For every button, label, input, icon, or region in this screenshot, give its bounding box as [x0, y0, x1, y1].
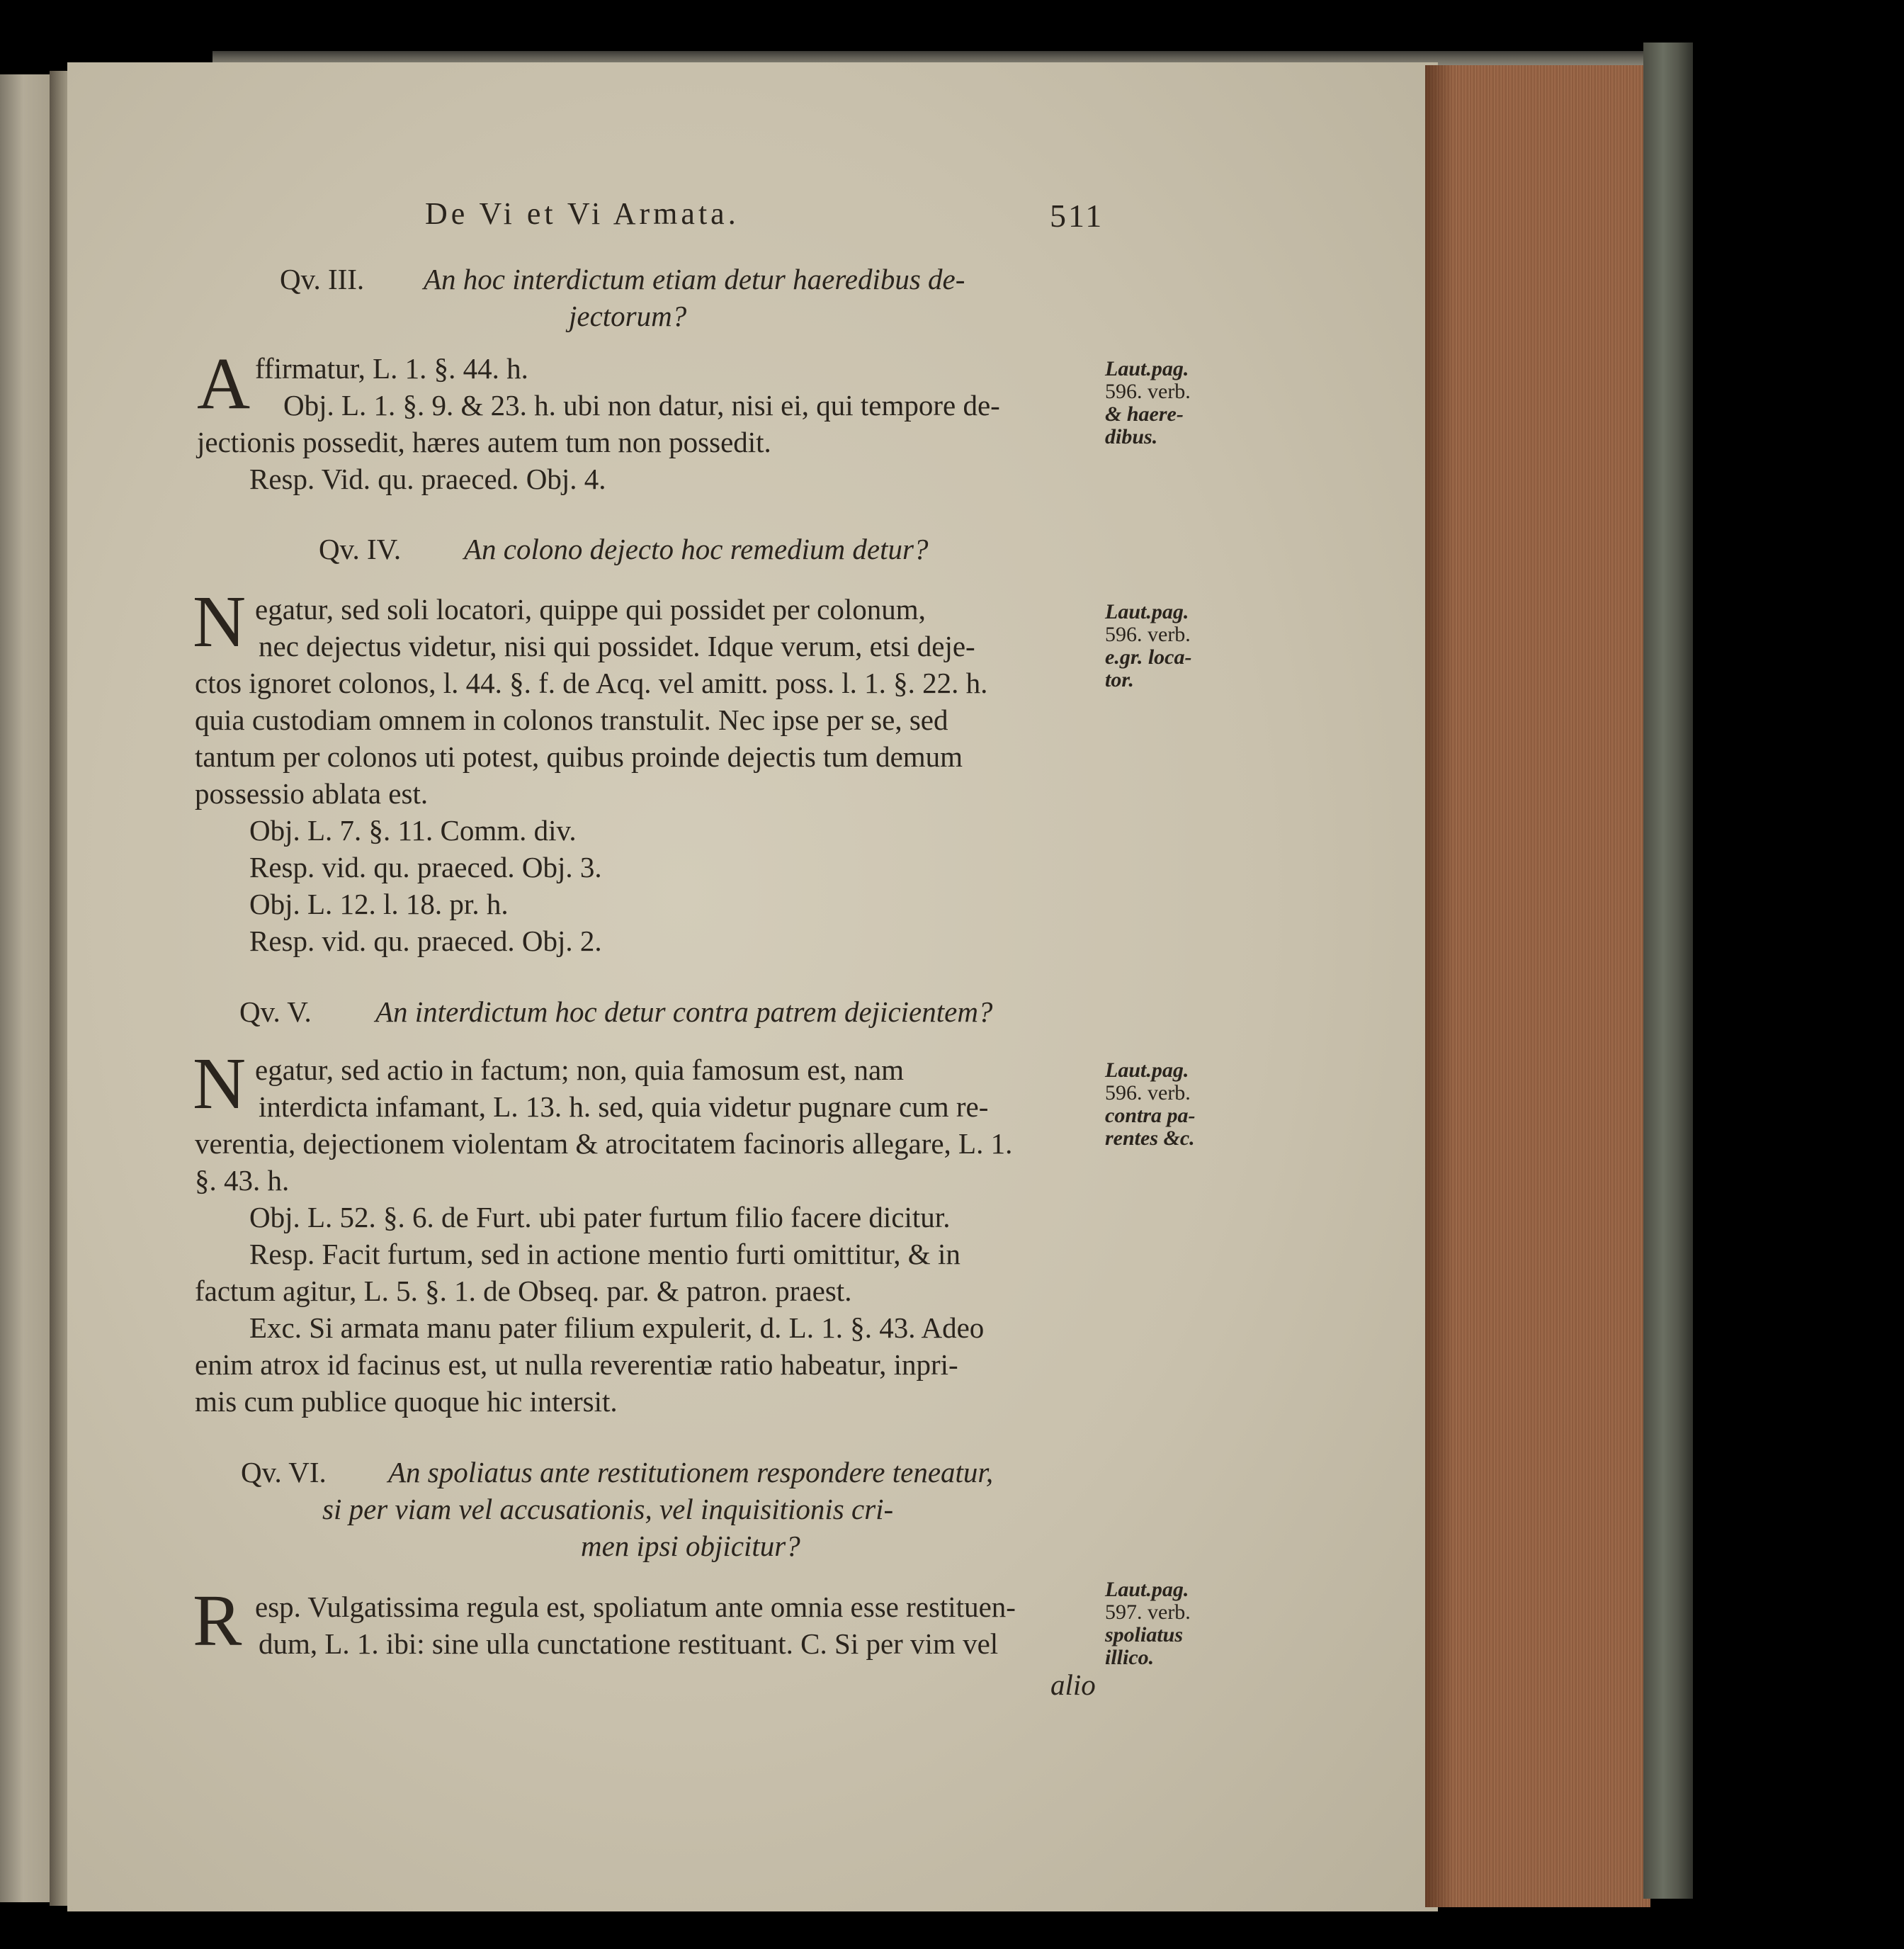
body-line: quia custodiam omnem in colonos transtulit. Nec ipse per se, sed: [195, 704, 948, 736]
catchword: alio: [1050, 1668, 1096, 1701]
question-text: An colono dejecto hoc remedium detur?: [464, 533, 929, 565]
body-line: §. 43. h.: [195, 1164, 290, 1197]
question-label: Qv. IV.: [319, 533, 402, 565]
body-line: dum, L. 1. ibi: sine ulla cunctatione restituant. C. Si per vim vel: [259, 1627, 999, 1660]
body-line: enim atrox id facinus est, ut nulla reverentiæ ratio habeatur, inpri-: [195, 1348, 958, 1381]
body-line: interdicta infamant, L. 13. h. sed, quia videtur pugnare cum re-: [259, 1090, 989, 1123]
body-line: possessio ablata est.: [195, 777, 429, 810]
exception-line: Exc. Si armata manu pater filium expulerit, d. L. 1. §. 43. Adeo: [249, 1311, 985, 1344]
page-fore-edge: [1425, 65, 1650, 1907]
body-line: tantum per colonos uti potest, quibus proinde dejectis tum demum: [195, 740, 963, 773]
drop-cap: N: [193, 1043, 246, 1124]
cover-board: [1643, 43, 1693, 1899]
response-line: Resp. Facit furtum, sed in actione mentio furti omittitur, & in: [249, 1238, 960, 1270]
question-text: An hoc interdictum etiam detur haeredibus de-: [424, 263, 965, 295]
question-text: jectorum?: [569, 300, 687, 332]
body-line: esp. Vulgatissima regula est, spoliatum ante omnia esse restituen-: [255, 1591, 1016, 1623]
body-line: factum agitur, L. 5. §. 1. de Obseq. par. & patron. praest.: [195, 1275, 852, 1307]
body-line: ffirmatur, L. 1. §. 44. h.: [255, 352, 528, 385]
question-label: Qv. VI.: [241, 1456, 327, 1488]
margin-note: Laut.pag. 596. verb. & haere- dibus.: [1105, 357, 1191, 448]
margin-note: Laut.pag. 596. verb. contra pa- rentes &c.: [1105, 1058, 1196, 1150]
question-text: An spoliatus ante restitutionem respondere teneatur,: [388, 1456, 994, 1488]
body-line: verentia, dejectionem violentam & atrocitatem facinoris allegare, L. 1.: [195, 1127, 1013, 1160]
running-header: De Vi et Vi Armata.: [425, 196, 740, 231]
page-number: 511: [1050, 198, 1104, 234]
margin-note: Laut.pag. 596. verb. e.gr. loca- tor.: [1105, 600, 1192, 691]
body-line: Obj. L. 1. §. 9. & 23. h. ubi non datur, nisi ei, qui tempore de-: [283, 389, 1000, 422]
question-text: men ipsi objicitur?: [581, 1530, 800, 1562]
drop-cap: R: [193, 1580, 242, 1661]
body-line: ctos ignoret colonos, l. 44. §. f. de Acq. vel amitt. poss. l. 1. §. 22. h.: [195, 667, 988, 699]
response-line: Resp. vid. qu. praeced. Obj. 3.: [249, 851, 602, 883]
objection-line: Obj. L. 52. §. 6. de Furt. ubi pater furtum filio facere dicitur.: [249, 1201, 951, 1233]
margin-note: Laut.pag. 597. verb. spoliatus illico.: [1105, 1578, 1191, 1669]
body-line: nec dejectus videtur, nisi qui possidet. Idque verum, etsi deje-: [259, 630, 975, 662]
body-line: egatur, sed actio in factum; non, quia famosum est, nam: [255, 1053, 905, 1086]
objection-line: Obj. L. 12. l. 18. pr. h.: [249, 888, 509, 920]
drop-cap: N: [193, 581, 246, 662]
objection-line: Obj. L. 7. §. 11. Comm. div.: [249, 814, 577, 847]
response-line: Resp. vid. qu. praeced. Obj. 2.: [249, 925, 602, 957]
question-text: si per viam vel accusationis, vel inquisitionis cri-: [322, 1493, 894, 1525]
body-line: egatur, sed soli locatori, quippe qui possidet per colonum,: [255, 593, 926, 626]
response-line: Resp. Vid. qu. praeced. Obj. 4.: [249, 463, 606, 495]
drop-cap: A: [197, 343, 251, 424]
body-line: jectionis possedit, hæres autem tum non possedit.: [197, 426, 771, 458]
question-label: Qv. V.: [239, 995, 312, 1028]
body-line: mis cum publice quoque hic intersit.: [195, 1385, 618, 1418]
question-text: An interdictum hoc detur contra patrem dejicientem?: [375, 995, 993, 1028]
fore-edge-shadow: [1425, 65, 1454, 1907]
question-label: Qv. III.: [280, 263, 365, 295]
